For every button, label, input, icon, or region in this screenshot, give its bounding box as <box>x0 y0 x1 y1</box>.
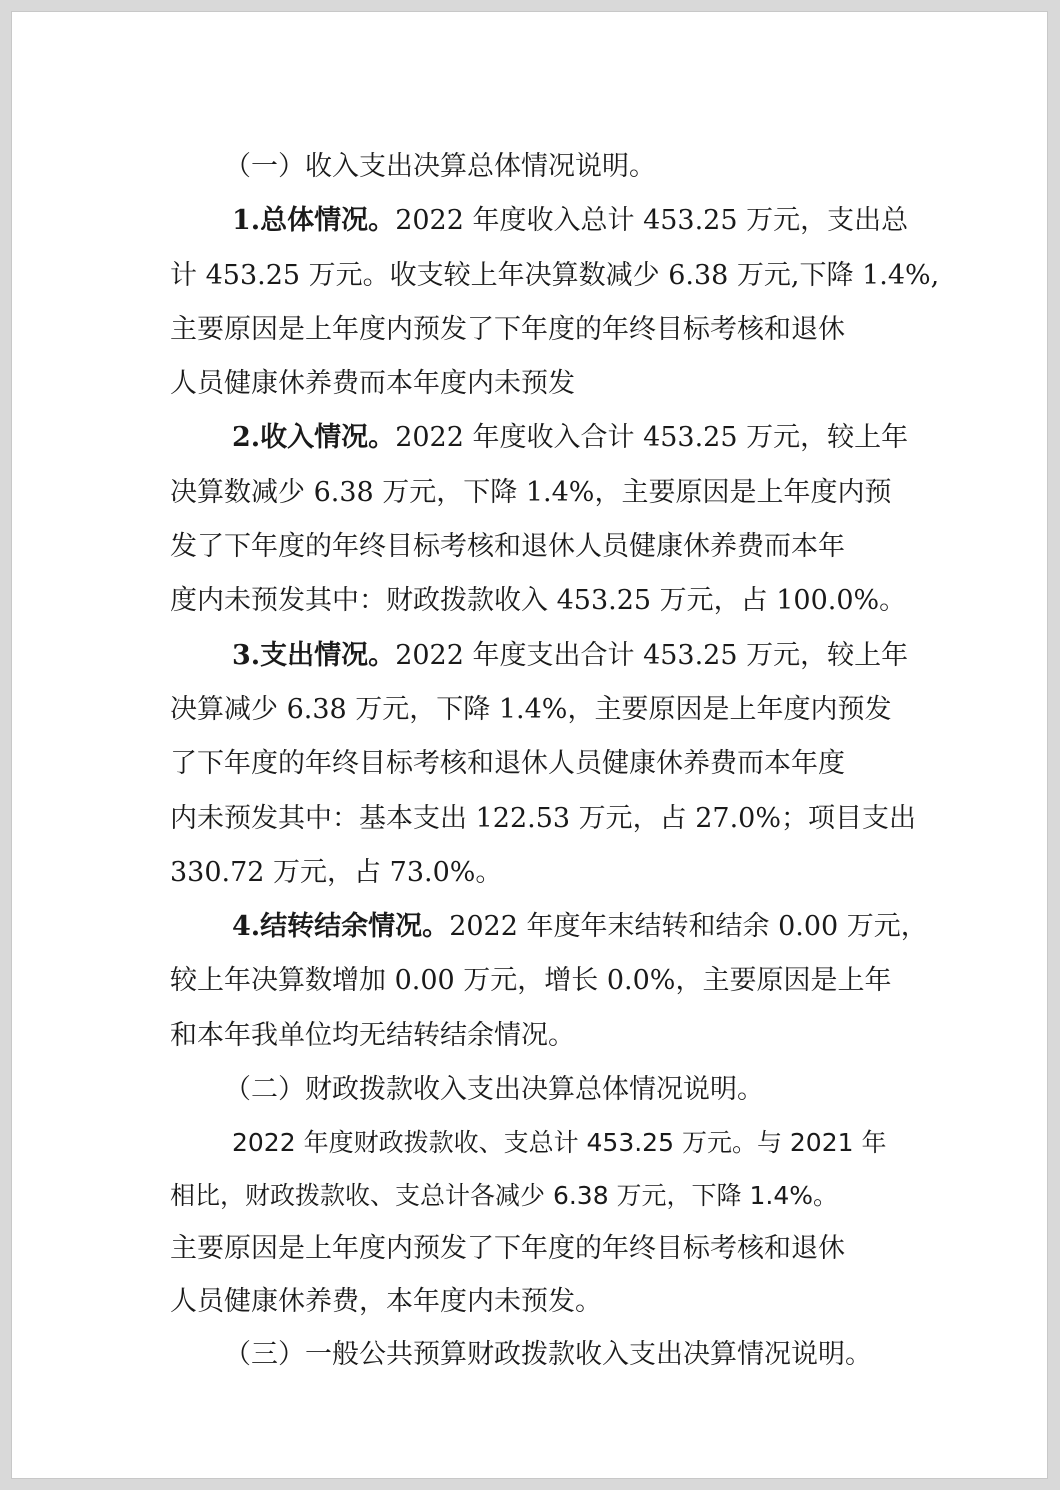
p4-line2: 较上年决算数增加 0.00 万元，增长 0.0%，主要原因是上年 <box>170 965 892 997</box>
p3-line5: 330.72 万元，占 73.0%。 <box>170 856 503 888</box>
p2-line1-text: 2022 年度收入合计 453.25 万元，较上年 <box>395 422 909 454</box>
p5-line3: 主要原因是上年度内预发了下年度的年终目标考核和退休 <box>170 1233 845 1265</box>
p2-line1 <box>170 411 909 465</box>
p3-title: 3.支出情况。 <box>232 639 396 671</box>
p4-title: 4.结转结余情况。 <box>232 911 450 943</box>
p3-line1-text: 2022 年度支出合计 453.25 万元，较上年 <box>395 639 909 671</box>
p2-line2: 决算数减少 6.38 万元，下降 1.4%，主要原因是上年度内预 <box>170 476 892 508</box>
p2-line4: 度内未预发其中：财政拨款收入 453.25 万元，占 100.0%。 <box>170 585 907 617</box>
p3-line3: 了下年度的年终目标考核和退休人员健康休养费而本年度 <box>170 748 845 780</box>
p1-line1-text: 2022 年度收入总计 453.25 万元，支出总 <box>395 205 909 237</box>
p2-line3: 发了下年度的年终目标考核和退休人员健康休养费而本年 <box>170 531 845 563</box>
document-page <box>11 11 1048 1479</box>
p1-title: 1.总体情况。 <box>232 205 396 237</box>
p3-line2: 决算减少 6.38 万元，下降 1.4%，主要原因是上年度内预发 <box>170 693 892 725</box>
p3-line4: 内未预发其中：基本支出 122.53 万元，占 27.0%；项目支出 <box>170 802 916 834</box>
p1-line2: 计 453.25 万元。收支较上年决算数减少 6.38 万元,下降 1.4%, <box>170 259 940 291</box>
p1-line4: 人员健康休养费而本年度内未预发 <box>170 368 575 400</box>
p5-line2: 相比，财政拨款收、支总计各减少 6.38 万元，下降 1.4%。 <box>170 1181 839 1211</box>
p5-line1: 2022 年度财政拨款收、支总计 453.25 万元。与 2021 年 <box>232 1128 887 1158</box>
p4-line1-text: 2022 年度年末结转和结余 0.00 万元， <box>449 911 928 943</box>
section2-heading: （二）财政拨款收入支出决算总体情况说明。 <box>224 1074 764 1106</box>
document-body <box>170 140 940 1381</box>
p2-title: 2.收入情况。 <box>232 422 396 454</box>
section3-heading: （三）一般公共预算财政拨款收入支出决算情况说明。 <box>224 1339 872 1371</box>
p4-line3: 和本年我单位均无结转结余情况。 <box>170 1019 575 1051</box>
p1-line3: 主要原因是上年度内预发了下年度的年终目标考核和退休 <box>170 313 845 345</box>
p4-line1 <box>170 900 928 954</box>
section1-heading: （一）收入支出决算总体情况说明。 <box>224 151 656 182</box>
p3-line1 <box>170 629 909 683</box>
p1-line1 <box>170 194 909 248</box>
p5-line4: 人员健康休养费，本年度内未预发。 <box>170 1286 602 1318</box>
